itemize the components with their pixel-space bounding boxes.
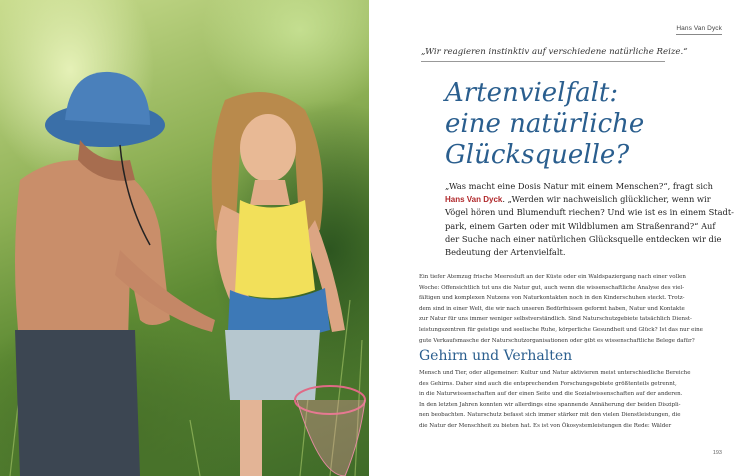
lead-line: der Suche nach einer natürlichen Glücksquelle entdecken wir die [445, 233, 722, 244]
body-line: Woche: Offensichtlich tut uns die Natur gut, auch wenn die wissenschaftliche Analyse des viel- [419, 284, 685, 291]
photo-children-in-meadow [0, 0, 369, 476]
body-line: die Natur der Menschheit zu bieten hat. Es ist von Ökosystemleistungen die Rede: Wälder [419, 422, 672, 429]
body-line: des Gehirns. Daher sind auch die entsprechenden Forschungsgebiete größtenteils getrennt, [419, 380, 677, 387]
quote-divider [421, 61, 665, 62]
text-page [369, 0, 750, 476]
body-line: leistungszentren für geistige und seelische Ruhe, körperliche Gesundheit und Glück? Ist das nur eine [419, 326, 703, 333]
page-number: 193 [712, 450, 722, 456]
article-headline [445, 78, 725, 171]
body-paragraph-1 [419, 272, 723, 346]
lead-line-rest: . „Werden wir nachweislich glücklicher, wenn wir [502, 194, 711, 205]
lead-line: park, einem Garten oder mit Wildblumen am Straßenrand?“ Auf [445, 220, 716, 231]
lead-line: Bedeutung der Artenvielfalt. [445, 247, 566, 258]
body-line: zur Natur für uns immer weniger selbstverständlich. Sind Naturschutzgebiete tatsächlich Dienst- [419, 316, 692, 323]
headline-line: eine natürliche [445, 109, 645, 139]
body-paragraph-2 [419, 368, 723, 432]
lead-line: Vögel hören und Blumenduft riechen? Und wie ist es in einem Stadt- [445, 207, 734, 218]
body-line: dem sind in einer Welt, die wir nach unseren Bedürfnissen geformt haben, Natur und Kontakte [419, 305, 685, 312]
body-line: In den letzten Jahren konnten wir allerdings eine spannende Annäherung der beiden Diszipli- [419, 401, 681, 408]
lead-line [445, 193, 731, 206]
body-line: in die Naturwissenschaften auf der einen Seite und die Sozialwissenschaften auf der anderen. [419, 391, 683, 398]
lead-paragraph [445, 180, 734, 259]
section-subhead: Gehirn und Verhalten [419, 348, 573, 364]
body-line: fältigen und komplexen Nutzens von Naturkontakten noch in den Kinderschuhen steckt. Trotz- [419, 295, 685, 302]
author-tag: Hans Van Dyck [676, 25, 722, 35]
body-line: gute Verkaufsmasche der Naturschutzorganisationen oder gibt es wissenschaftliche Belege dafür? [419, 337, 695, 344]
body-line: Mensch und Tier, oder allgemeiner: Kultur und Natur aktivieren meist unterschiedliche Bereiche [419, 370, 691, 376]
lead-line: „Was macht eine Dosis Natur mit einem Menschen?“, fragt sich [445, 181, 714, 191]
author-name: Hans Van Dyck [445, 195, 503, 205]
headline-line: Glücksquelle? [445, 140, 630, 170]
pull-quote: „Wir reagieren instinktiv auf verschiedene natürliche Reize.“ [421, 47, 688, 57]
body-line: Ein tiefer Atemzug frische Meeresluft an der Küste oder ein Waldspaziergang nach einer vollen [419, 274, 686, 280]
photo-illustration [0, 0, 369, 476]
headline-line: Artenvielfalt: [445, 78, 619, 108]
body-line: nen beobachten. Naturschutz befasst sich immer stärker mit den vielen Dienstleistungen, die [419, 412, 681, 419]
